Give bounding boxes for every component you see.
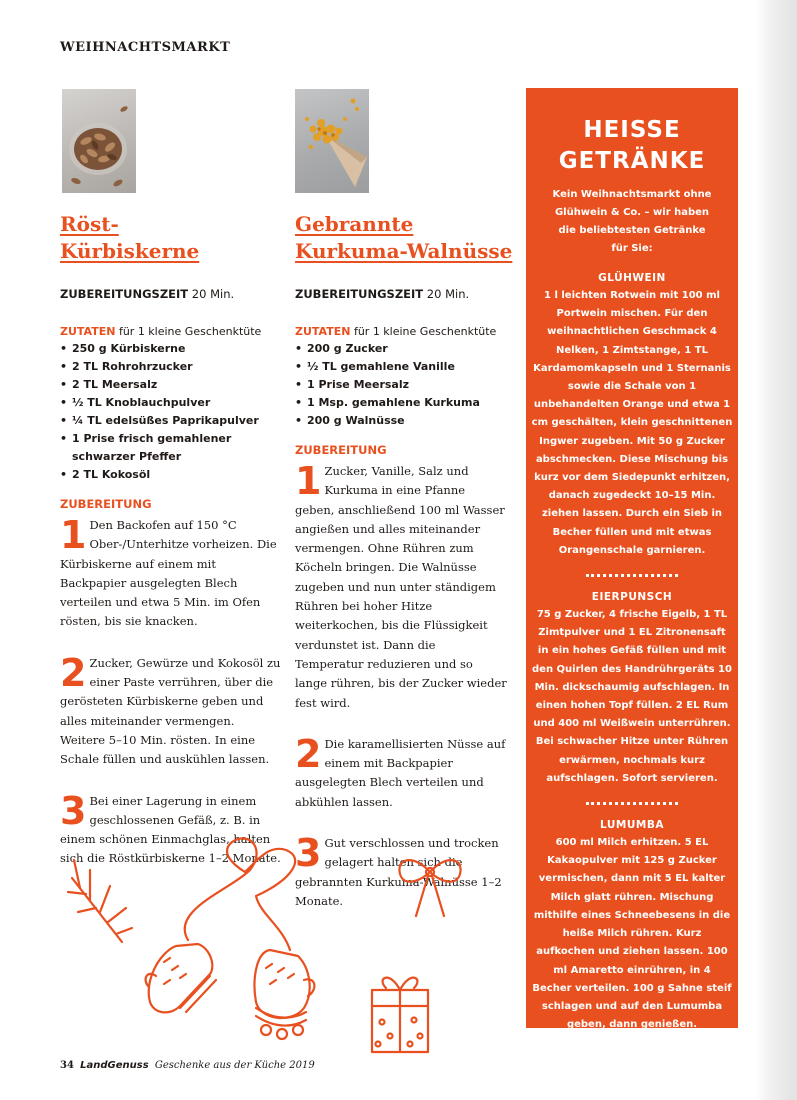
mittens-icon <box>146 944 315 1039</box>
ingredient-item: • ½ TL gemahlene Vanille <box>295 358 507 376</box>
step-2 <box>60 650 282 770</box>
prep-time: ZUBEREITUNGSZEIT 20 Min. <box>60 287 235 301</box>
step-number: 2 <box>295 731 322 776</box>
drink-name-lumumba: LUMUMBA <box>600 819 664 832</box>
ingredient-item: • 200 g Zucker <box>295 340 507 358</box>
step-number: 1 <box>60 513 87 557</box>
step-text: Zucker, Gewürze und Kokosöl zu einer Paste verrühren, über die gerösteten Kürbiskerne geben und alles miteinander vermengen. Weitere 5–10 Min. rösten. In eine Schale füllen und auskühlen lassen. <box>60 655 281 767</box>
recipe-column-kurkuma-walnuesse <box>295 286 507 911</box>
recipe-title-roest-kuerbiskerne <box>60 211 199 265</box>
step-number: 3 <box>60 788 87 833</box>
step-text: Bei einer Lagerung in einem geschlossenen Gefäß, z. B. in einem schönen Einmachglas, halten sich die Röstkürbiskerne 1–2 Monate. <box>60 793 281 866</box>
ingredient-item: • 250 g Kürbiskerne <box>60 340 282 358</box>
ingredient-item: • 2 TL Kokosöl <box>60 466 282 484</box>
recipe-title-line1: Gebrannte <box>295 212 414 236</box>
step-number: 3 <box>295 831 322 876</box>
recipe-title-line1: Röst- <box>60 212 119 236</box>
ingredient-item: • ¼ TL edelsüßes Paprikapulver <box>60 412 282 430</box>
ingredient-item: • 1 Msp. gemahlene Kurkuma <box>295 394 507 412</box>
recipe-title-kurkuma-walnuesse <box>295 211 512 265</box>
dotted-divider <box>586 574 678 577</box>
recipe-title-line2: Kurkuma-Walnüsse <box>295 239 513 263</box>
hot-drinks-box <box>526 88 738 1031</box>
ingredient-item: • 1 Prise Meersalz <box>295 376 507 394</box>
recipe-title-line2: Kürbiskerne <box>60 239 200 263</box>
drink-text-gluehwein: 1 l leichten Rotwein mit 100 ml Portwein mischen. Für den weihnachtlichen Geschmack 4 Nelken, 1 Zimtstange, 1 TL Kardamomkapseln und 1 Sternanis sowie die Schale von 1 unbehandelten Orange und etwa 1 cm geschälten, klein geschnittenen Ingwer zugeben. Mit 50 g Zucker abschmecken. Diese Mischung bis kurz vor dem Siedepunkt erhitzen, danach zugedeckt 10–15 Min. ziehen lassen. Durch ein Sieb in Becher füllen und mit etwas Orangenschale garnieren. <box>531 290 733 556</box>
section-label: WEIHNACHTSMARKT <box>60 40 231 55</box>
ingredient-item: • 2 TL Rohrohrzucker <box>60 358 282 376</box>
prep-time: ZUBEREITUNGSZEIT 20 Min. <box>295 287 470 301</box>
step-text: Den Backofen auf 150 °C Ober-/Unterhitze vorheizen. Die Kürbiskerne auf einem mit Backpapier ausgelegten Blech verteilen und etwa 5 Min. im Ofen rösten, bis sie knacken. <box>60 518 277 629</box>
step-text: Zucker, Vanille, Salz und Kurkuma in eine Pfanne geben, anschließend 100 ml Wasser angießen und alles miteinander vermengen. Ohne Rühren zum Köcheln bringen. Die Walnüsse zugeben und nun unter ständigem Rühren bei hoher Hitze weiterkochen, bis die Flüssigkeit verdunstet ist. Dann die Temperatur reduzieren und so lange rühren, bis der Zucker wieder fest wird. <box>295 464 507 710</box>
step-1 <box>295 459 507 713</box>
step-number: 2 <box>60 650 87 695</box>
drink-text-lumumba: 600 ml Milch erhitzen. 5 EL Kakaopulver mit 125 g Zucker vermischen, dann mit 5 EL kalter Milch glatt rühren. Mischung mithilfe eines Schneebesens in die heiße Milch rühren. Kurz aufkochen und ziehen lassen. 100 ml Amaretto einrühren, in 4 Becher verteilen. 100 g Sahne steif schlagen und auf den Lumumba geben, dann genießen. <box>532 837 732 1031</box>
ingredient-item: • 200 g Walnüsse <box>295 412 507 430</box>
drink-name-eierpunsch: EIERPUNSCH <box>591 591 673 604</box>
preparation-heading: ZUBEREITUNG <box>295 443 387 457</box>
ingredient-list <box>60 340 282 484</box>
drink-text-eierpunsch: 75 g Zucker, 4 frische Eigelb, 1 TL Zimtpulver und 1 EL Zitronensaft in ein hohes Gefäß füllen und mit den Quirlen des Handrührgeräts 10 Min. dickschaumig aufschlagen. In einen hohen Topf füllen. 2 EL Rum und 400 ml Weißwein unterrühren. Bei schwacher Hitze unter Rühren erwärmen, nochmals kurz aufschlagen. Sofort servieren. <box>532 609 732 784</box>
step-text: Gut verschlossen und trocken gelagert halten sich die gebrannten Kurkuma-Walnüsse 1–2 Monate. <box>295 836 502 908</box>
twig-icon <box>68 860 132 942</box>
ingredients-heading: ZUTATEN für 1 kleine Geschenktüte <box>60 325 262 338</box>
christmas-illustrations <box>60 830 480 1060</box>
preparation-heading: ZUBEREITUNG <box>60 497 152 511</box>
ingredient-item: • 2 TL Meersalz <box>60 376 282 394</box>
ingredient-item: • ½ TL Knoblauchpulver <box>60 394 282 412</box>
step-2 <box>295 731 507 812</box>
step-text: Die karamellisierten Nüsse auf einem mit Backpapier ausgelegten Blech verteilen und abkühlen lassen. <box>295 736 506 809</box>
dotted-divider <box>586 802 678 805</box>
step-number: 1 <box>295 459 322 503</box>
ingredient-list <box>295 340 507 430</box>
page-footer <box>60 1060 315 1071</box>
walnuts-cone-photo <box>295 89 369 193</box>
ingredient-item: • 1 Prise frisch gemahlener schwarzer Pfeffer <box>60 430 282 466</box>
heart-string-icon <box>185 838 295 950</box>
page-edge-shadow <box>755 0 797 1100</box>
pumpkin-seeds-photo <box>62 89 136 193</box>
gift-box-icon <box>372 978 428 1052</box>
bow-icon <box>399 860 460 916</box>
page-number: 34 <box>60 1060 74 1071</box>
step-1 <box>60 513 282 632</box>
brand-logo: LandGenuss <box>80 1060 149 1071</box>
ingredients-heading: ZUTATEN für 1 kleine Geschenktüte <box>295 325 497 338</box>
recipe-column-roest-kuerbiskerne <box>60 286 282 869</box>
drinks-intro: Kein Weihnachtsmarkt ohne Glühwein & Co. – wir haben die beliebtesten Getränke für Sie: <box>552 189 712 254</box>
drink-name-gluehwein: GLÜHWEIN <box>598 272 666 284</box>
publication-title: Geschenke aus der Küche 2019 <box>154 1060 315 1071</box>
drinks-title: HEISSE GETRÄNKE <box>558 117 706 174</box>
